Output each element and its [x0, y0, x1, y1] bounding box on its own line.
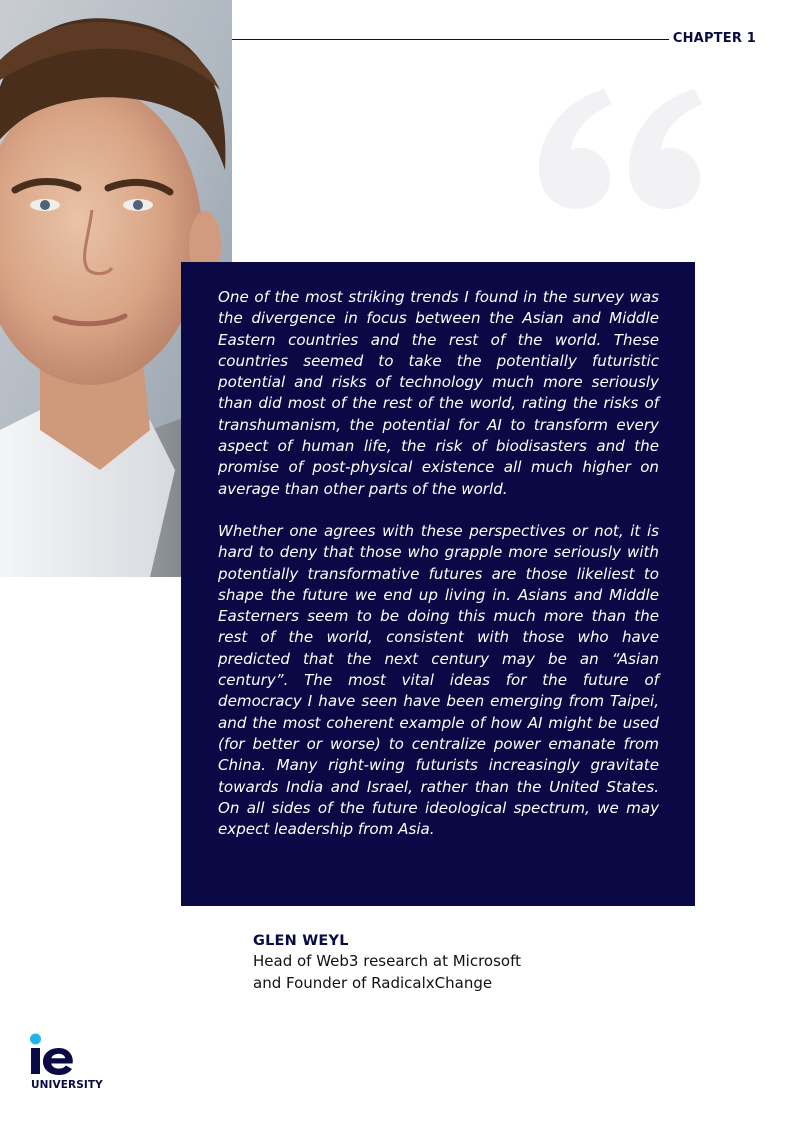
ie-university-logo	[29, 1032, 109, 1094]
header-rule	[232, 39, 669, 40]
ie-logo-mark	[29, 1032, 89, 1078]
author-name: GLEN WEYL	[253, 933, 349, 949]
quote-paragraph-2: Whether one agrees with these perspectives or not, it is hard to deny that those who grapple more seriously with potentially transformative futures are those likeliest to shape the future we end up living in. Asians and Middle Easterners seem to be doing this much more than the rest of the world, consistent with those who have predicted that the next century may be an “Asian century”. The most vital ideas for the future of democracy I have seen have been emerging from Taipei, and the most coherent example of how AI might be used (for better or worse) to centralize power emanate from China. Many right-wing futurists increasingly gravitate towards India and Israel, rather than the United States. On all sides of the future ideological spectrum, we may expect leadership from Asia.	[218, 521, 659, 839]
author-role-line-2: and Founder of RadicalxChange	[253, 973, 493, 992]
logo-subtitle: UNIVERSITY	[31, 1079, 103, 1091]
attribution	[253, 931, 593, 994]
author-role-line-1: Head of Web3 research at Microsoft	[253, 952, 521, 970]
quote-paragraph-1: One of the most striking trends I found in the survey was the divergence in focus between the Asian and Middle Eastern countries and the rest of the world. These countries seemed to take the potentially futuristic potential and risks of technology much more seriously than did most of the rest of the world, rating the risks of transhumanism, the potential for AI to transform every aspect of human life, the risk of biodisasters and the promise of post-physical existence all much higher on average than other parts of the world.	[218, 288, 659, 498]
chapter-label: CHAPTER 1	[672, 31, 756, 46]
quote-box	[181, 262, 695, 906]
quotation-mark-icon	[534, 84, 704, 214]
